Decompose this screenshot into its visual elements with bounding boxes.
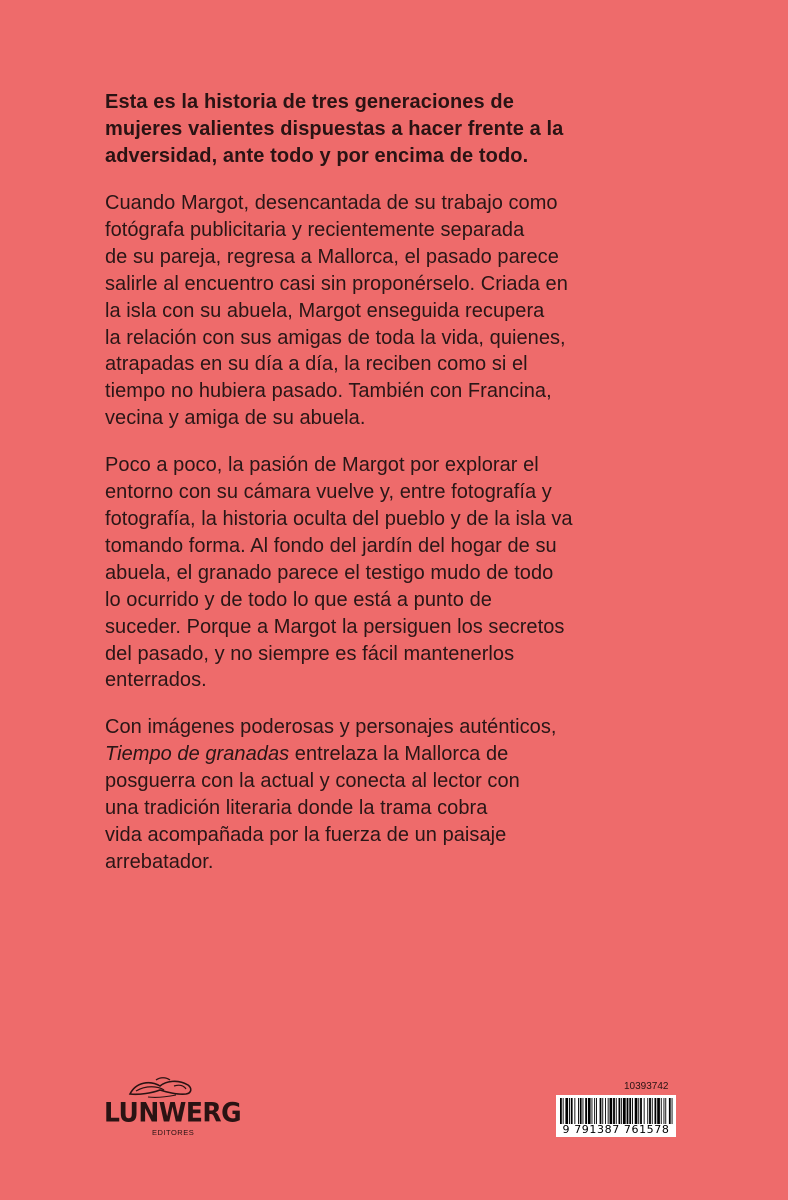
barcode-bar [621,1098,622,1124]
lead-line: Esta es la historia de tres generaciones de [105,91,514,113]
barcode-bar [644,1098,645,1124]
barcode-bar [585,1098,587,1124]
barcode-bar [578,1098,579,1124]
barcode-bar [629,1098,631,1124]
barcode-bar [600,1098,602,1124]
barcode-bar [669,1098,671,1124]
text-line: posguerra con la actual y conecta al lector con [105,770,520,793]
text-line: del pasado, y no siempre es fácil mantenerlos [105,642,515,665]
text-line: lo ocurrido y de todo lo que está a punto de [105,588,492,611]
barcode-bar [647,1098,648,1124]
text-line: atrapadas en su día a día, la reciben como si el [105,353,528,376]
publisher-subtitle: EDITORES [152,1128,195,1137]
barcode-bar [592,1098,593,1124]
barcode-bar [605,1098,606,1124]
barcode-bar [649,1098,651,1124]
barcode-bar [594,1098,595,1124]
text-line: la relación con sus amigas de toda la vida, quienes, [105,326,566,349]
barcode-bar [665,1098,666,1124]
barcode-bar [583,1098,584,1124]
text-line: la isla con su abuela, Margot enseguida recupera [105,299,545,322]
text-line: una tradición literaria donde la trama cobra [105,797,488,820]
barcode-bar [569,1098,570,1124]
text-fragment: entrelaza la Mallorca de [289,743,509,766]
text-line: arrebatador. [105,850,214,873]
publisher-name: LUNWERG [104,1097,242,1128]
text-line: fotografía, la historia oculta del pueblo y de la isla va [105,507,573,530]
text-line: tomando forma. Al fondo del jardín del hogar de su [105,534,557,557]
barcode-bar [627,1098,629,1124]
text-line: vecina y amiga de su abuela. [105,407,366,430]
text-line [105,741,645,768]
barcode-bar [610,1098,613,1124]
barcode-bar [619,1098,621,1124]
paragraph-2 [105,452,645,694]
barcode-bar [580,1098,582,1124]
barcode-bar [672,1098,673,1124]
text-line: vida acompañada por la fuerza de un paisaje [105,823,507,846]
text-line: suceder. Porque a Margot la persiguen los secretos [105,615,565,638]
lead-line: adversidad, ante todo y por encima de todo. [105,145,529,167]
product-code: 10393742 [624,1081,669,1092]
lead-line: mujeres valientes dispuestas a hacer frente a la [105,118,564,140]
text-line: salirle al encuentro casi sin proponérselo. Criada en [105,272,568,295]
barcode-bar [571,1098,573,1124]
book-title: Tiempo de granadas [105,743,290,766]
barcode-bar [608,1098,609,1124]
text-line: Poco a poco, la pasión de Margot por explorar el [105,454,539,477]
isbn-digits: 9 791387 761578 [562,1123,670,1136]
barcode-bar [560,1098,562,1124]
barcode-bar [635,1098,638,1124]
barcode-bar [623,1098,626,1124]
paragraph-3 [105,714,645,875]
text-line: entorno con su cámara vuelve y, entre fotografía y [105,481,552,504]
barcode-bar [565,1098,568,1124]
blurb [105,89,645,896]
barcode-bar [638,1098,639,1124]
barcode-bar [632,1098,633,1124]
text-line: de su pareja, regresa a Mallorca, el pasado parece [105,245,559,268]
barcode-bar [655,1098,657,1124]
barcode-bar [602,1098,603,1124]
barcode-bar [563,1098,564,1124]
text-line: Cuando Margot, desencantada de su trabajo como [105,192,558,214]
text-line: Con imágenes poderosas y personajes auténticos, [105,716,557,739]
text-line: fotógrafa publicitaria y recientemente separada [105,218,525,241]
barcode-bar [640,1098,642,1124]
barcode-bar [613,1098,615,1124]
barcode-bar [596,1098,597,1124]
blurb-lead [105,89,645,170]
paragraph-1 [105,190,645,432]
barcode-bar [574,1098,575,1124]
text-line: abuela, el granado parece el testigo mudo de todo [105,561,554,584]
barcode-bar [661,1098,662,1124]
barcode-bar [588,1098,591,1124]
barcode [556,1095,676,1137]
text-line: enterrados. [105,669,207,692]
barcode-bar [664,1098,665,1124]
text-line: tiempo no hubiera pasado. También con Francina, [105,380,552,403]
publisher-logo [104,1076,244,1140]
barcode-bar [616,1098,617,1124]
barcode-bar [652,1098,653,1124]
barcode-bar [657,1098,660,1124]
